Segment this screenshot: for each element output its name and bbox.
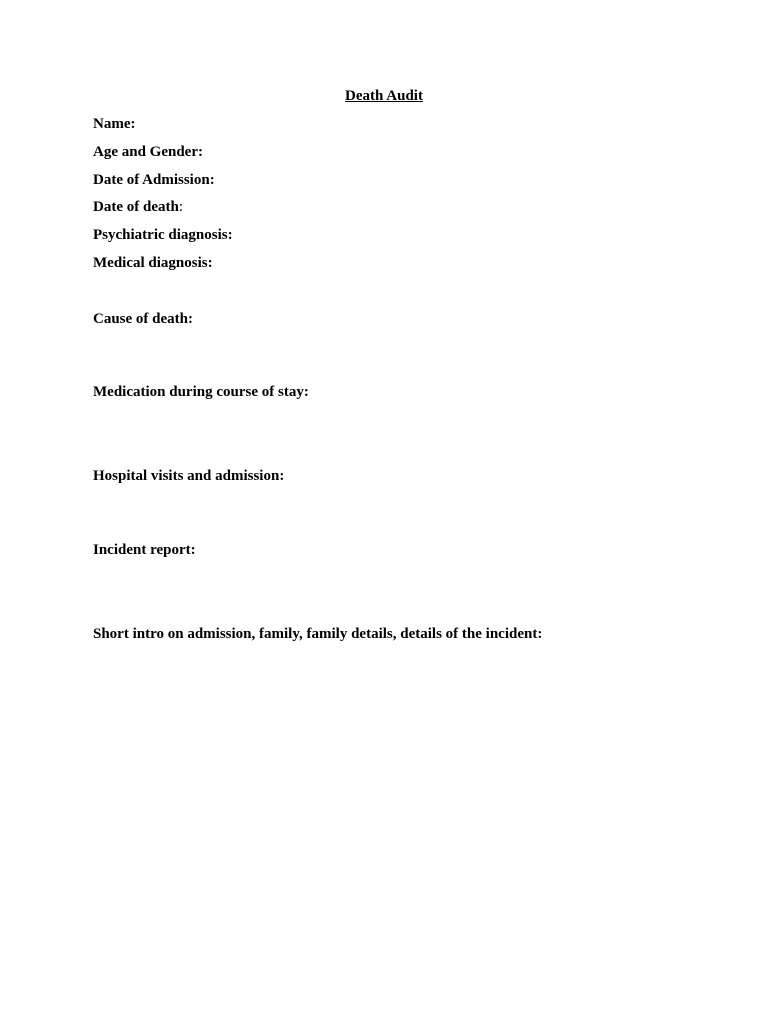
field-name (93, 115, 136, 133)
field-name-label: Name (93, 116, 131, 132)
field-short-intro-colon: : (537, 626, 543, 642)
field-date-of-death-label: Date of death (93, 199, 179, 215)
field-date-of-admission-label: Date of Admission (93, 172, 210, 188)
field-hospital-visits (93, 467, 284, 485)
field-cause-of-death (93, 310, 193, 328)
field-medication (93, 383, 309, 401)
field-medical-diagnosis-colon: : (207, 255, 213, 271)
field-name-colon: : (130, 116, 136, 132)
field-medication-label: Medication during course of stay (93, 384, 304, 400)
field-age-gender-label: Age and Gender (93, 144, 198, 160)
field-hospital-visits-colon: : (279, 468, 285, 484)
field-hospital-visits-label: Hospital visits and admission (93, 468, 280, 484)
field-date-of-death (93, 198, 183, 216)
field-date-of-admission-colon: : (209, 172, 215, 188)
document-title: Death Audit (345, 88, 423, 104)
field-short-intro (93, 625, 542, 643)
field-cause-of-death-colon: : (188, 311, 194, 327)
field-short-intro-label: Short intro on admission, family, family details, details of the incident (93, 626, 538, 642)
field-incident-report-colon: : (190, 542, 196, 558)
field-age-gender-colon: : (198, 144, 203, 160)
field-psychiatric-diagnosis (93, 226, 233, 244)
field-incident-report (93, 541, 196, 559)
field-cause-of-death-label: Cause of death (93, 311, 189, 327)
field-medical-diagnosis (93, 254, 213, 272)
field-psychiatric-diagnosis-colon: : (227, 227, 233, 243)
field-medication-colon: : (303, 384, 309, 400)
field-date-of-admission (93, 171, 215, 189)
field-medical-diagnosis-label: Medical diagnosis (93, 255, 208, 271)
field-incident-report-label: Incident report (93, 542, 191, 558)
field-date-of-death-colon: : (178, 199, 183, 215)
field-psychiatric-diagnosis-label: Psychiatric diagnosis (93, 227, 228, 243)
field-age-gender (93, 143, 203, 161)
